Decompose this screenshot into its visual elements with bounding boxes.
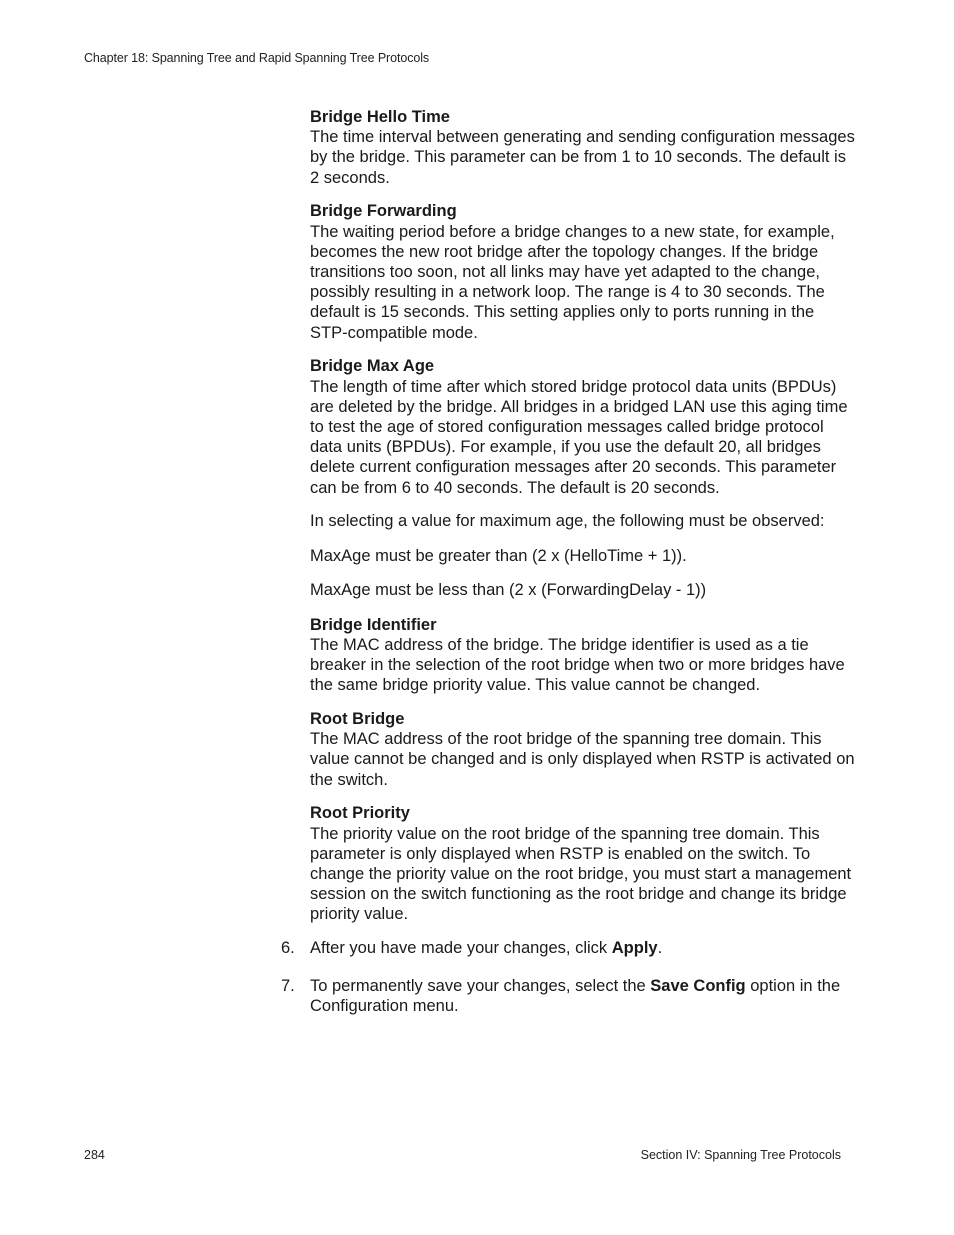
- maxage-rule-less: MaxAge must be less than (2 x (ForwardingDelay - 1)): [310, 581, 707, 600]
- term-title: Bridge Max Age: [310, 357, 435, 376]
- step-text-end: .: [657, 939, 663, 958]
- step-7: [281, 976, 855, 1016]
- term-description: The MAC address of the root bridge of the spanning tree domain. This value cannot be changed and is only displayed when RSTP is activated on the switch.: [310, 730, 855, 789]
- step-text: To permanently save your changes, select the: [310, 976, 651, 995]
- term-description: The waiting period before a bridge changes to a new state, for example, becomes the new root bridge after the topology changes. If the bridge transitions too soon, not all links may have yet adapted to the change, possibly resulting in a network loop. The range is 4 to 30 seconds. The default is 15 seconds. This setting applies only to ports running in the STP-compatible mode.: [310, 222, 835, 342]
- term-root-bridge: [310, 709, 855, 790]
- term-root-priority: [310, 803, 855, 924]
- term-description: The length of time after which stored bridge protocol data units (BPDUs) are deleted by the bridge. All bridges in a bridged LAN use this aging time to test the age of stored configuration messages called bridge protocol data units (BPDUs). For example, if you use the default 20, all bridges delete current configuration messages after 20 seconds. This parameter can be from 6 to 40 seconds. The default is 20 seconds.: [310, 377, 848, 497]
- step-emphasis: Save Config: [650, 976, 746, 995]
- term-title: Bridge Forwarding: [310, 202, 457, 221]
- step-number: 7.: [281, 976, 295, 995]
- term-description: The priority value on the root bridge of the spanning tree domain. This parameter is only displayed when RSTP is enabled on the switch. To change the priority value on the root bridge, you must start a management session on the switch functioning as the root bridge and change its bridge priority value.: [310, 824, 852, 924]
- term-bridge-forwarding: [310, 201, 855, 342]
- step-text-end: option in the Configuration menu.: [310, 976, 841, 1016]
- step-6: [281, 938, 855, 958]
- term-description: The time interval between generating and sending configuration messages by the bridge. This parameter can be from 1 to 10 seconds. The default is 2 seconds.: [310, 128, 855, 187]
- term-title: Bridge Hello Time: [310, 108, 450, 126]
- page-content: [281, 107, 855, 1034]
- term-description: The MAC address of the bridge. The bridge identifier is used as a tie breaker in the selection of the root bridge when two or more bridges have the same bridge priority value. This value cannot be changed.: [310, 635, 845, 695]
- section-footer: Section IV: Spanning Tree Protocols: [640, 1148, 841, 1162]
- step-text: After you have made your changes, click: [310, 939, 612, 958]
- running-head: Chapter 18: Spanning Tree and Rapid Spanning Tree Protocols: [84, 51, 430, 65]
- maxage-rule-greater: MaxAge must be greater than (2 x (HelloTime + 1)).: [310, 546, 687, 565]
- term-bridge-max-age: [310, 356, 855, 497]
- maxage-intro: In selecting a value for maximum age, the following must be observed:: [310, 512, 825, 531]
- term-bridge-identifier: [310, 615, 855, 696]
- term-title: Bridge Identifier: [310, 615, 437, 634]
- step-number: 6.: [281, 939, 295, 958]
- step-emphasis: Apply: [611, 939, 658, 958]
- page-number: 284: [84, 1148, 105, 1162]
- procedure-steps: [281, 938, 855, 1016]
- term-title: Root Priority: [310, 804, 410, 823]
- term-title: Root Bridge: [310, 710, 405, 729]
- term-bridge-hello-time: [310, 107, 855, 188]
